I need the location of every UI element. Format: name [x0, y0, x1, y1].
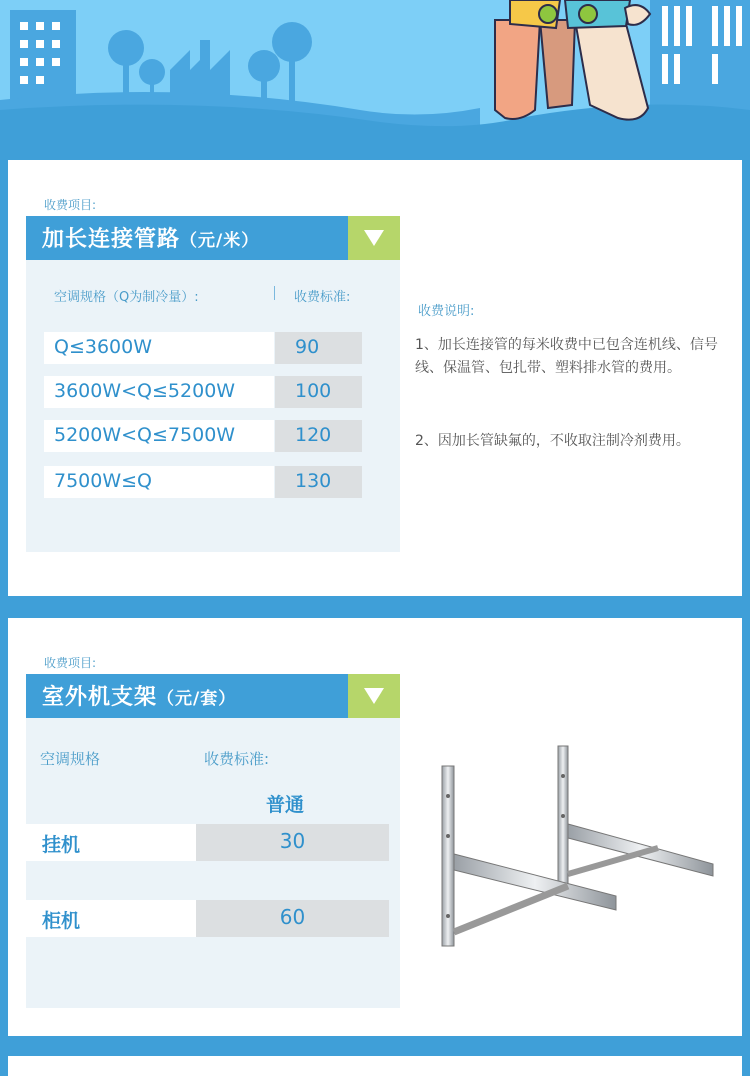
bracket-photo	[428, 736, 728, 956]
table-row-price: 90	[275, 332, 362, 364]
city-skyline-illustration	[0, 0, 750, 160]
section-unit: （元/米）	[180, 231, 260, 251]
table-row-spec: 柜机	[26, 900, 196, 937]
pipe-extension-section	[8, 160, 742, 596]
table-row-price: 120	[275, 420, 362, 452]
expand-arrow[interactable]	[348, 674, 400, 718]
price-table	[26, 260, 400, 552]
outdoor-bracket-section	[8, 618, 742, 1036]
expand-arrow[interactable]	[348, 216, 400, 260]
notes-title: 收费说明:	[418, 304, 475, 319]
table-row-price: 100	[275, 376, 362, 408]
section-label: 收费项目:	[44, 198, 97, 212]
table-row-price: 130	[275, 466, 362, 498]
table-row-spec: 7500W≤Q	[44, 466, 274, 498]
table-row-price: 30	[196, 824, 389, 861]
table-row-spec: 5200W<Q≤7500W	[44, 420, 274, 452]
col-spec-header: 空调规格	[40, 750, 101, 768]
table-row-spec: 3600W<Q≤5200W	[44, 376, 274, 408]
section-title-bar	[26, 216, 400, 260]
col-spec-header: 空调规格（Q为制冷量）:	[54, 290, 199, 305]
section-title-bar	[26, 674, 400, 718]
table-row-spec: 挂机	[26, 824, 196, 861]
table-row-spec: Q≤3600W	[44, 332, 274, 364]
section-title: 室外机支架（元/套）	[42, 685, 237, 710]
col-std-header: 收费标准:	[204, 750, 270, 768]
section-title: 加长连接管路（元/米）	[42, 227, 260, 252]
section-label: 收费项目:	[44, 656, 97, 670]
price-table	[26, 718, 400, 1008]
column-divider	[274, 286, 275, 300]
triangle-down-icon	[364, 230, 384, 246]
note-paragraph-2: 2、因加长管缺氟的，不收取注制冷剂费用。	[415, 433, 690, 449]
type-header: 普通	[266, 794, 305, 816]
next-section-edge	[8, 1056, 742, 1076]
triangle-down-icon	[364, 688, 384, 704]
table-row-price: 60	[196, 900, 389, 937]
city-banner	[0, 0, 750, 160]
section-unit: （元/套）	[157, 689, 237, 709]
note-paragraph-1: 1、加长连接管的每米收费中已包含连机线、信号线、保温管、包扎带、塑料排水管的费用。	[415, 337, 718, 376]
col-std-header: 收费标准:	[294, 290, 351, 305]
